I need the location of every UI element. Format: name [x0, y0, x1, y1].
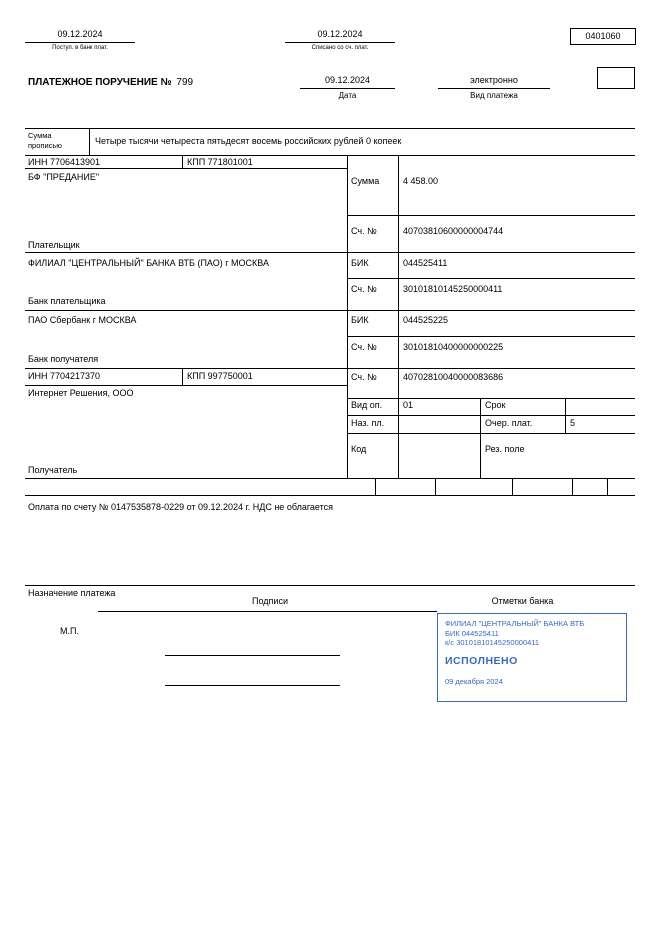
payment-kind-field — [438, 74, 550, 100]
op-type-value: 01 — [403, 400, 414, 410]
code-label: Код — [351, 444, 367, 454]
table-line — [182, 368, 183, 385]
mp-label: М.П. — [60, 626, 79, 636]
debited-date: 09.12.2024 — [285, 28, 395, 43]
payer-bank-label: Банк плательщика — [28, 296, 106, 306]
table-line — [398, 155, 399, 478]
payee-bank-label: Банк получателя — [28, 354, 99, 364]
table-line — [347, 336, 635, 337]
debited-date-label: Списано со сч. плат. — [311, 45, 369, 51]
bank-marks-title: Отметки банка — [491, 596, 554, 606]
document-date: 09.12.2024 — [300, 74, 395, 89]
payer-bank-bik-label: БИК — [351, 258, 369, 268]
payer-bank-name: ФИЛИАЛ "ЦЕНТРАЛЬНЫЙ" БАНКА ВТБ (ПАО) г МОСКВА — [28, 258, 269, 268]
table-line — [435, 478, 436, 495]
reserve-label: Рез. поле — [485, 444, 525, 454]
priority-label: Очер. плат. — [485, 418, 533, 428]
table-line — [25, 495, 635, 496]
payee-kpp: КПП 997750001 — [187, 371, 253, 381]
payment-kind: электронно — [438, 74, 550, 89]
payee-bank-bik: 044525225 — [403, 315, 449, 325]
stamp-status: ИСПОЛНЕНО — [445, 654, 518, 667]
bank-stamp — [437, 613, 627, 702]
form-code: 0401060 — [570, 28, 636, 45]
debited-date-field — [285, 28, 395, 51]
sum-value: 4 458.00 — [403, 176, 439, 186]
op-type-label: Вид оп. — [351, 400, 383, 410]
amount-in-words-row — [25, 128, 635, 156]
signature-line — [165, 655, 340, 656]
payee-inn: ИНН 7704217370 — [28, 371, 101, 381]
purpose-text: Оплата по счету № 0147535878-0229 от 09.12.2024 г. НДС не облагается — [28, 502, 334, 512]
table-line — [347, 415, 635, 416]
priority-value: 5 — [570, 418, 576, 428]
status-field-box — [597, 67, 635, 89]
table-line — [572, 478, 573, 495]
payer-bank-account: 30101810145250000411 — [403, 284, 503, 294]
payee-account: 40702810040000083686 — [403, 372, 504, 382]
table-line — [607, 478, 608, 495]
received-date-field — [25, 28, 135, 51]
purpose-label: Назначение платежа — [28, 588, 116, 598]
payee-bank-name: ПАО Сбербанк г МОСКВА — [28, 315, 137, 325]
sum-label: Сумма — [351, 176, 380, 186]
payee-account-label: Сч. № — [351, 372, 377, 382]
table-line — [347, 155, 348, 478]
payer-account: 40703810600000004744 — [403, 226, 504, 236]
table-line — [25, 478, 635, 479]
table-line — [25, 385, 347, 386]
title-text: ПЛАТЕЖНОЕ ПОРУЧЕНИЕ № — [28, 77, 172, 88]
table-line — [25, 252, 635, 253]
table-line — [25, 310, 635, 311]
table-line — [25, 585, 635, 586]
payee-label: Получатель — [28, 465, 78, 475]
table-line — [347, 215, 635, 216]
table-line — [565, 398, 566, 433]
payer-bank-account-label: Сч. № — [351, 284, 377, 294]
payment-kind-label: Вид платежа — [470, 91, 518, 100]
table-line — [512, 478, 513, 495]
stamp-bank-name: ФИЛИАЛ "ЦЕНТРАЛЬНЫЙ" БАНКА ВТБ — [445, 619, 585, 628]
table-line — [182, 155, 183, 168]
table-line — [480, 398, 481, 478]
signature-line — [165, 685, 340, 686]
term-label: Срок — [485, 400, 506, 410]
table-line — [25, 168, 347, 169]
table-line — [25, 368, 635, 369]
payer-inn: ИНН 7706413901 — [28, 157, 101, 167]
table-line — [347, 278, 635, 279]
purpose-code-label: Наз. пл. — [351, 418, 385, 428]
signatures-header-line — [98, 611, 437, 612]
document-title — [28, 77, 193, 88]
amount-in-words: Четыре тысячи четыреста пятьдесят восемь российских рублей 0 копеек — [95, 136, 402, 146]
table-line — [347, 398, 635, 399]
amount-in-words-label: Сумма прописью — [25, 129, 90, 155]
payee-bank-account-label: Сч. № — [351, 342, 377, 352]
signatures-title: Подписи — [252, 596, 288, 606]
payer-name: БФ "ПРЕДАНИЕ" — [28, 172, 100, 182]
payee-bank-bik-label: БИК — [351, 315, 369, 325]
payee-name: Интернет Решения, ООО — [28, 388, 134, 398]
stamp-bik: БИК 044525411 — [445, 628, 499, 638]
received-date-label: Поступ. в банк плат. — [52, 45, 108, 51]
document-number: 799 — [176, 77, 194, 88]
received-date: 09.12.2024 — [25, 28, 135, 43]
payer-account-label: Сч. № — [351, 226, 377, 236]
table-line — [375, 478, 376, 495]
payee-bank-account: 30101810400000000225 — [403, 342, 504, 352]
document-date-label: Дата — [338, 91, 357, 100]
stamp-corr-account: к/с 30101810145250000411 — [445, 638, 540, 647]
payer-label: Плательщик — [28, 240, 80, 250]
stamp-date: 09 декабря 2024 — [445, 677, 503, 686]
payer-kpp: КПП 771801001 — [187, 157, 253, 167]
table-line — [347, 433, 635, 434]
document-date-field — [300, 74, 395, 100]
payer-bank-bik: 044525411 — [403, 258, 448, 268]
